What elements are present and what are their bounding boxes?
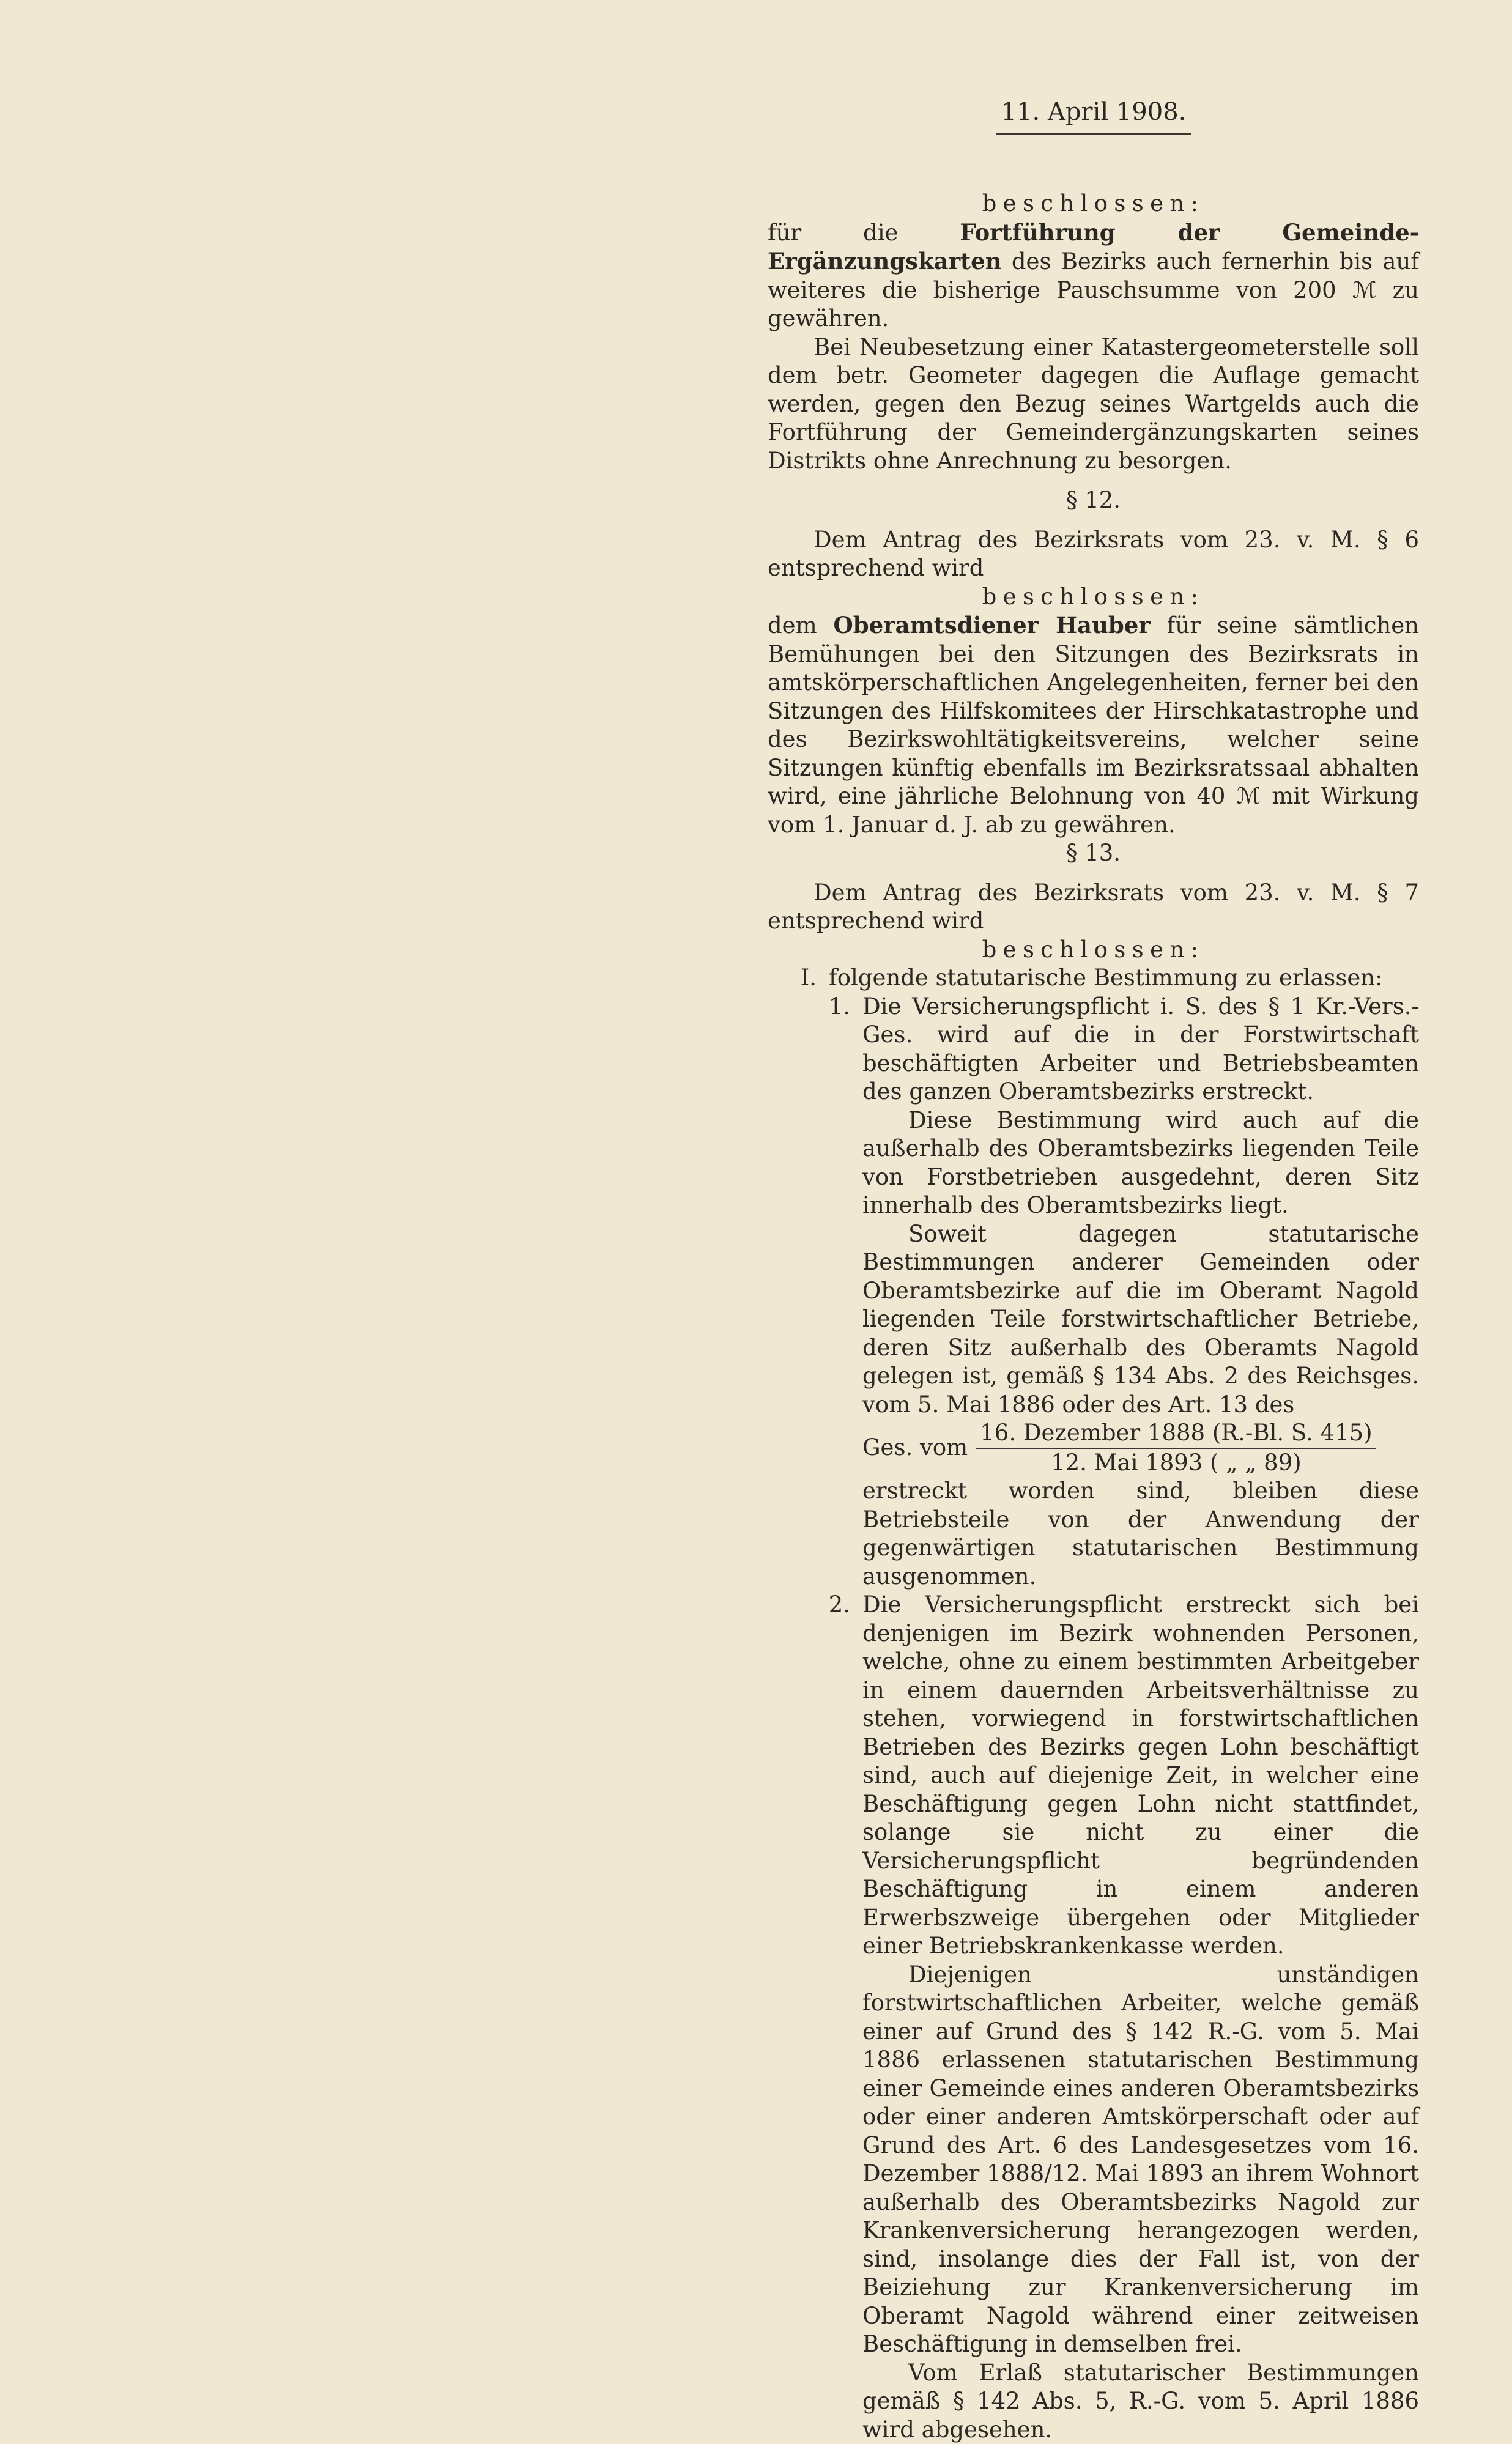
item-paragraph: Die Versicherungspflicht i. S. des § 1 Kr.-Vers.-Ges. wird auf die in der Forstwirtschaft beschäftigten Arbeiter und Betriebsbeamten des ganzen Oberamtsbezirks erstreckt. xyxy=(862,993,1419,1106)
section-13-intro: Dem Antrag des Bezirksrats vom 23. v. M. § 7 entsprechend wird xyxy=(768,879,1419,936)
item-number: 2. xyxy=(820,1591,862,2444)
paragraph-fortfuehrung xyxy=(768,218,1419,333)
item-paragraph: Vom Erlaß statutarischer Bestimmungen gemäß § 142 Abs. 5, R.-G. vom 5. April 1886 wird abgesehen. xyxy=(862,2359,1419,2444)
page-date-header: 11. April 1908. xyxy=(996,91,1191,135)
numbered-item-1 xyxy=(820,993,1419,1591)
roman-item-1 xyxy=(786,964,1419,993)
item-paragraph: Diese Bestimmung wird auch auf die außerhalb des Oberamtsbezirks liegenden Teile von Forstbetrieben ausgedehnt, deren Sitz innerhalb des Oberamtsbezirks liegt. xyxy=(862,1106,1419,1220)
numbered-item-2 xyxy=(820,1591,1419,2444)
fraction-prefix: Ges. vom xyxy=(862,1434,968,1462)
item-body xyxy=(862,1591,1419,2444)
resolution-label: beschlossen: xyxy=(768,190,1419,218)
item-body xyxy=(862,993,1419,1591)
bold-term: Fortführung der Gemeinde-Ergänzungskarten xyxy=(768,219,1419,275)
text-run: für seine sämtlichen Bemühungen bei den Sitzungen des Bezirksrats in amtskörperschaftlichen Angelegenheiten, ferner bei den Sitzungen des Hilfskomitees der Hirschkatastrophe und des Bezirkswohltätigkeitsvereins, welcher seine Sitzungen künftig ebenfalls im Bezirksratssaal abhalten wird, eine jährliche Belohnung von 40 ℳ mit Wirkung vom 1. Januar d. J. ab zu gewähren. xyxy=(768,612,1419,838)
text-run: des Bezirks auch fernerhin bis auf weiteres die bisherige Pauschsumme von 200 ℳ zu gewähren. xyxy=(768,248,1419,331)
item-number: 1. xyxy=(820,993,862,1591)
fraction-numerator: 16. Dezember 1888 (R.-Bl. S. 415) xyxy=(976,1419,1376,1449)
section-12-intro: Dem Antrag des Bezirksrats vom 23. v. M. § 6 entsprechend wird xyxy=(768,526,1419,583)
section-heading-12: § 12. xyxy=(768,486,1419,515)
item-paragraph: Die Versicherungspflicht erstreckt sich bei denjenigen im Bezirk wohnenden Personen, welche, ohne zu einem bestimmten Arbeitgeber in einem dauernden Arbeitsverhältnisse zu stehen, vorwiegend in forstwirtschaftlichen Betrieben des Bezirks gegen Lohn beschäftigt sind, auch auf diejenige Zeit, in welcher eine Beschäftigung gegen Lohn nicht stattfindet, solange sie nicht zu einer die Versicherungspflicht begründenden Beschäftigung in einem anderen Erwerbszweige übergehen oder Mitglieder einer Betriebskrankenkasse werden. xyxy=(862,1591,1419,1961)
fraction xyxy=(976,1419,1376,1477)
resolution-label: beschlossen: xyxy=(768,583,1419,612)
section-heading-13: § 13. xyxy=(768,839,1419,868)
text-run: für die xyxy=(768,220,960,246)
text-run: dem xyxy=(768,612,834,639)
paragraph-oberamtsdiener xyxy=(768,611,1419,839)
item-number: I. xyxy=(786,964,829,993)
item-paragraph: Soweit dagegen statutarische Bestimmungen anderer Gemeinden oder Oberamtsbezirke auf die im Oberamt Nagold liegenden Teile forstwirtschaftlicher Betriebe, deren Sitz außerhalb des Oberamts Nagold gelegen ist, gemäß § 134 Abs. 2 des Reichsges. vom 5. Mai 1886 oder des Art. 13 des xyxy=(862,1220,1419,1420)
law-citation-fraction xyxy=(862,1419,1419,1477)
resolution-label: beschlossen: xyxy=(768,936,1419,965)
text-column xyxy=(768,190,1419,2444)
bold-term: Oberamtsdiener Hauber xyxy=(834,612,1151,639)
item-text: folgende statutarische Bestimmung zu erlassen: xyxy=(829,964,1419,993)
paragraph-neubesetzung: Bei Neubesetzung einer Katastergeometerstelle soll dem betr. Geometer dagegen die Auflage gemacht werden, gegen den Bezug seines Wartgelds auch die Fortführung der Gemeindergänzungskarten seines Distrikts ohne Anrechnung zu besorgen. xyxy=(768,333,1419,476)
item-paragraph: erstreckt worden sind, bleiben diese Betriebsteile von der Anwendung der gegenwärtigen statutarischen Bestimmung ausgenommen. xyxy=(862,1477,1419,1591)
fraction-denominator: 12. Mai 1893 ( „ „ 89) xyxy=(1047,1449,1305,1478)
item-paragraph: Diejenigen unständigen forstwirtschaftlichen Arbeiter, welche gemäß einer auf Grund des § 142 R.-G. vom 5. Mai 1886 erlassenen statutarischen Bestimmung einer Gemeinde eines anderen Oberamtsbezirks oder einer anderen Amtskörperschaft oder auf Grund des Art. 6 des Landesgesetzes vom 16. Dezember 1888/12. Mai 1893 an ihrem Wohnort außerhalb des Oberamtsbezirks Nagold zur Krankenversicherung herangezogen werden, sind, insolange dies der Fall ist, von der Beiziehung zur Krankenversicherung im Oberamt Nagold während einer zeitweisen Beschäftigung in demselben frei. xyxy=(862,1961,1419,2359)
